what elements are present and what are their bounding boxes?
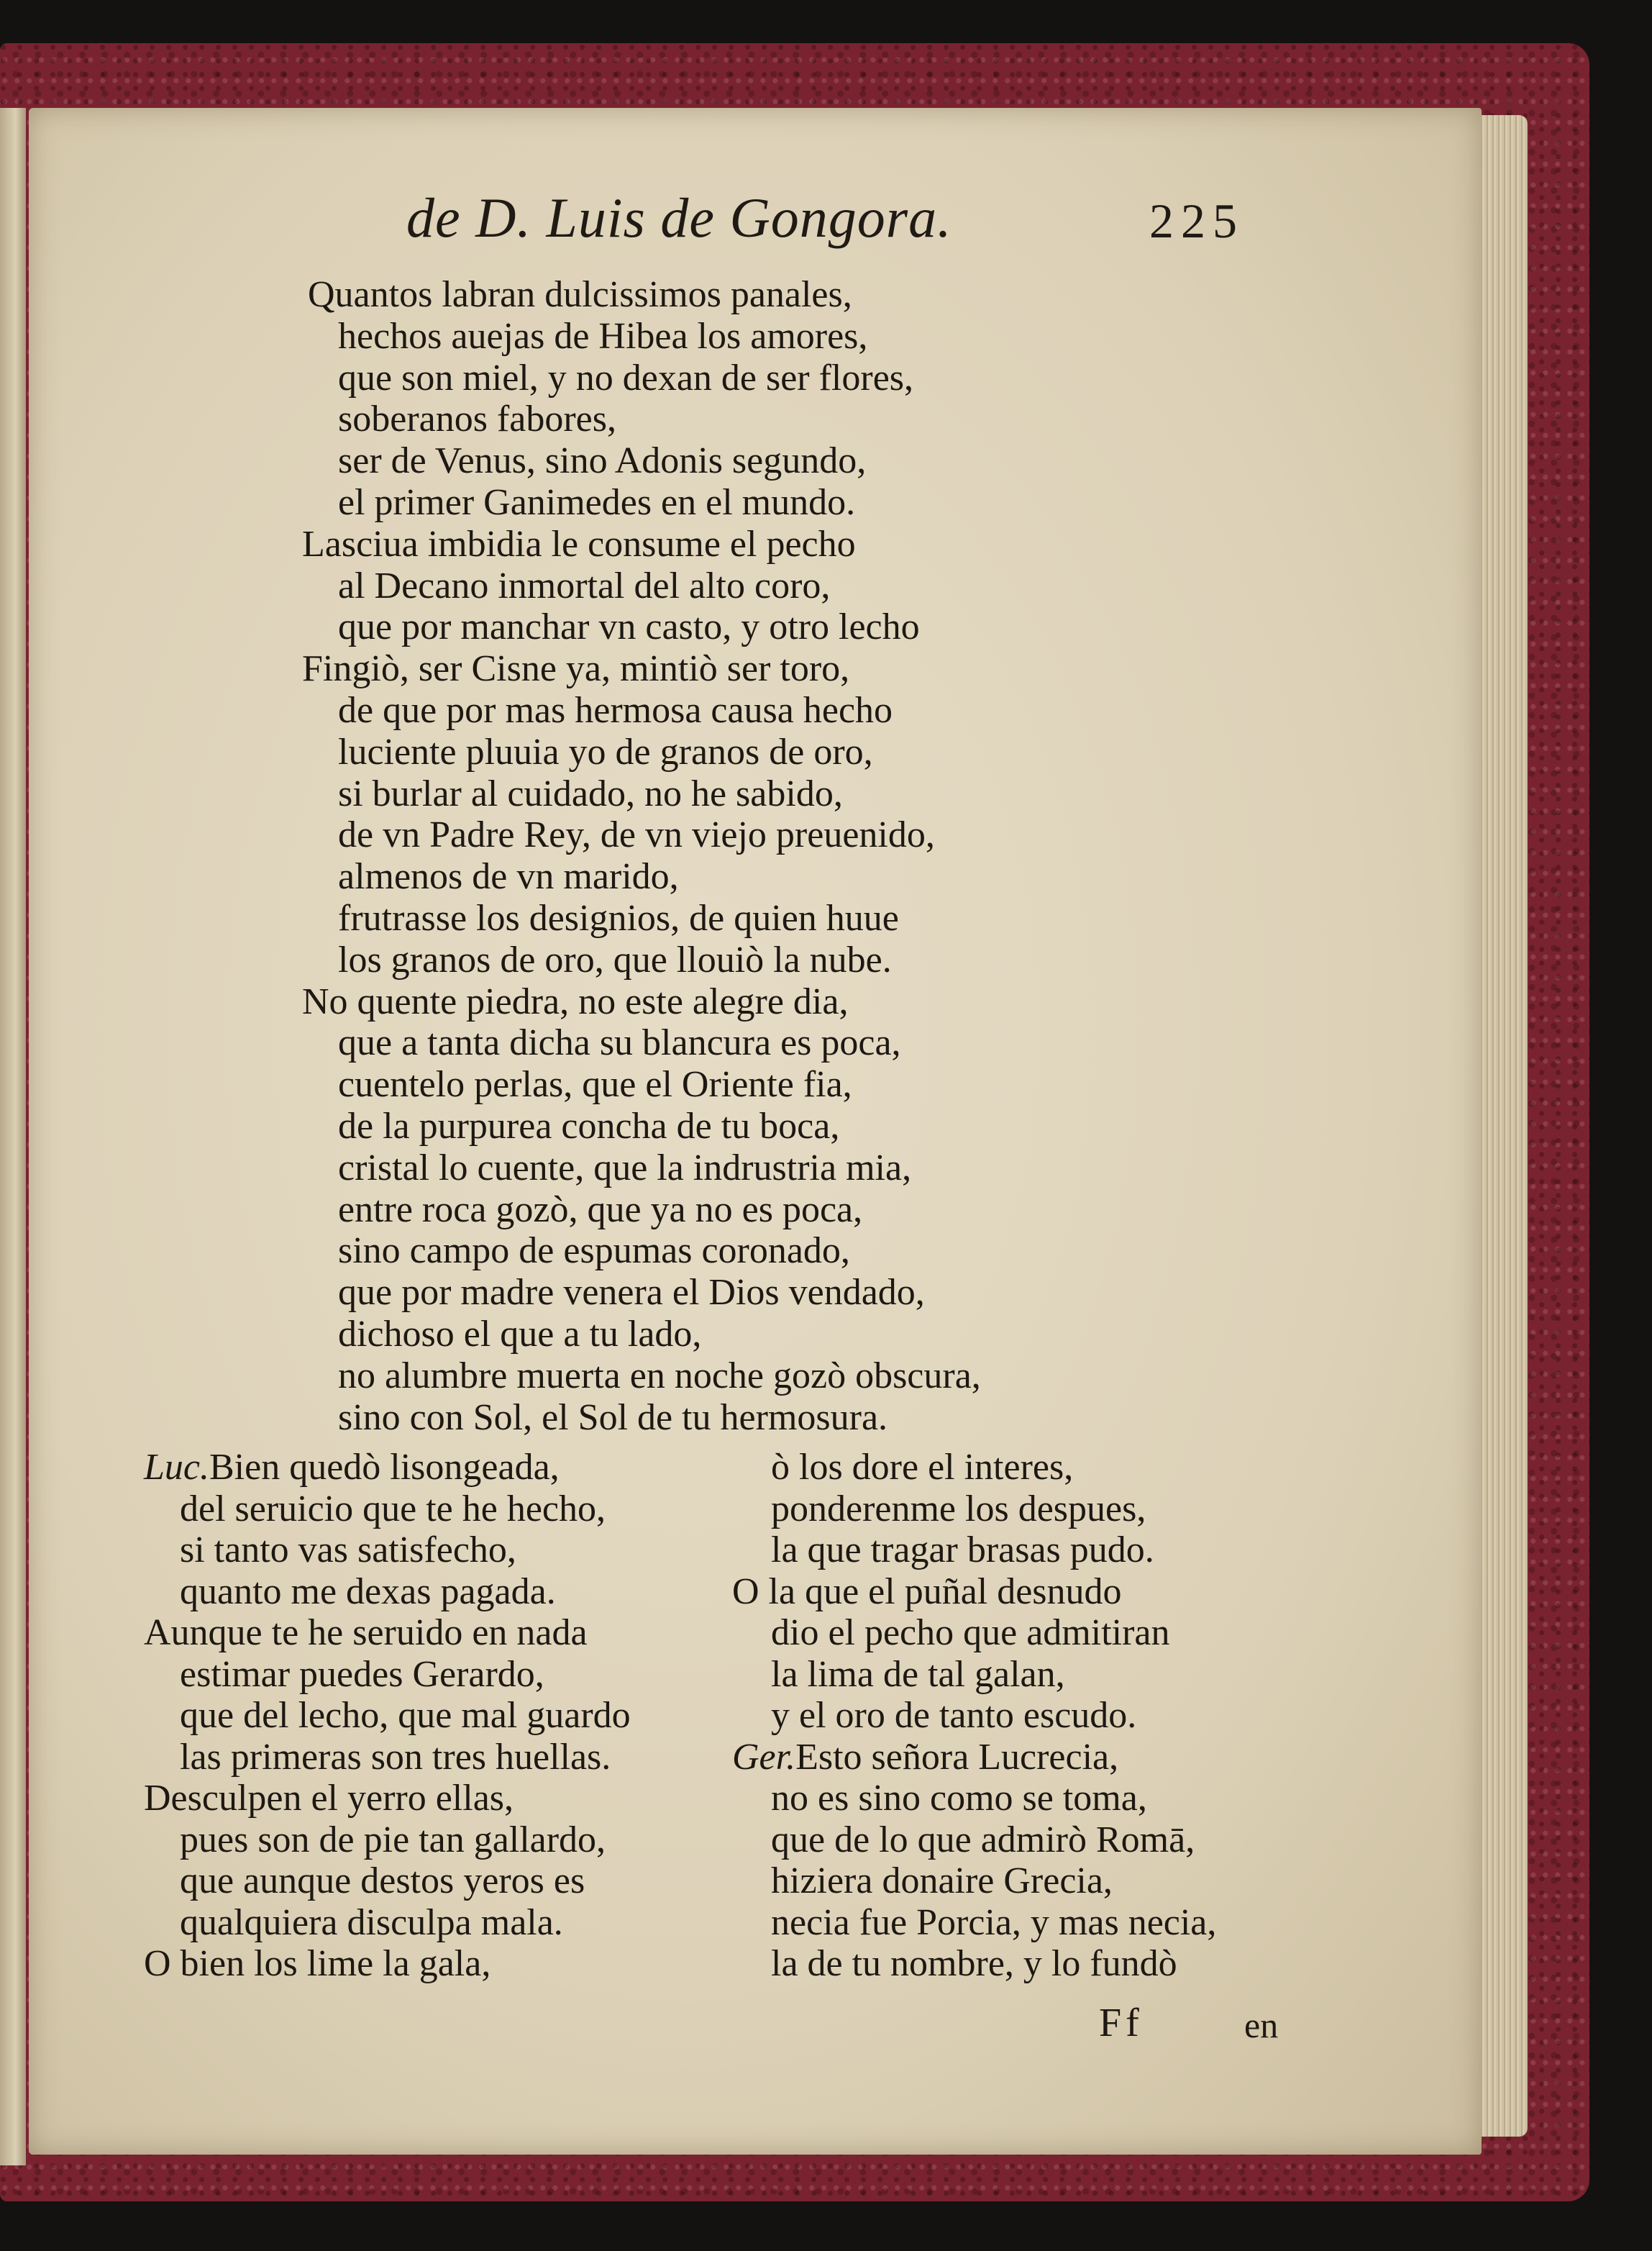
line-text: Aunque te he seruido en nada <box>144 1612 588 1653</box>
dialogue-line <box>180 1736 611 1779</box>
facing-page-edge <box>0 108 26 2165</box>
line-text: Desculpen el yerro ellas, <box>144 1778 514 1819</box>
dialogue-line <box>771 1488 1146 1531</box>
verse-line: de que por mas hermosa causa hecho <box>338 690 893 731</box>
line-text: pues son de pie tan gallardo, <box>180 1819 606 1860</box>
dialogue-line <box>144 1777 514 1820</box>
verse-line: cuentelo perlas, que el Oriente fia, <box>338 1064 852 1106</box>
verse-line: que por manchar vn casto, y otro lecho <box>338 606 920 648</box>
verse-line: que por madre venera el Dios vendado, <box>338 1272 925 1314</box>
verse-line: frutrasse los designios, de quien huue <box>338 898 899 939</box>
dialogue-line <box>771 1777 1147 1820</box>
verse-line: luciente pluuia yo de granos de oro, <box>338 731 873 773</box>
line-text: ò los dore el interes, <box>771 1447 1074 1488</box>
line-text: ponderenme los despues, <box>771 1488 1146 1529</box>
line-text: la de tu nombre, y lo fundò <box>771 1943 1177 1984</box>
line-text: necia fue Porcia, y mas necia, <box>771 1901 1217 1943</box>
line-text: que aunque destos yeros es <box>180 1860 585 1901</box>
line-text: hiziera donaire Grecia, <box>771 1860 1113 1901</box>
verse-line: cristal lo cuente, que la indrustria mia, <box>338 1147 912 1188</box>
dialogue-line <box>180 1819 606 1862</box>
dialogue-line <box>180 1901 563 1945</box>
line-text: que de lo que admirò Romā, <box>771 1819 1195 1860</box>
verse-line: Fingiò, ser Cisne ya, mintiò ser toro, <box>302 648 850 690</box>
dialogue-line <box>771 1694 1136 1737</box>
dialogue-line <box>180 1694 631 1737</box>
dialogue-line <box>180 1529 516 1572</box>
dialogue-line <box>144 1446 560 1489</box>
verse-line: los granos de oro, que llouiò la nube. <box>338 939 892 981</box>
verse-line: almenos de vn marido, <box>338 856 679 898</box>
line-text: del seruicio que te he hecho, <box>180 1488 606 1529</box>
verse-line: al Decano inmortal del alto coro, <box>338 565 831 606</box>
line-text: no es sino como se toma, <box>771 1778 1147 1819</box>
verse-line: hechos auejas de Hibea los amores, <box>338 315 868 357</box>
verse-line: el primer Ganimedes en el mundo. <box>338 482 856 523</box>
verse-line: sino con Sol, el Sol de tu hermosura. <box>338 1396 888 1438</box>
speaker-label: Ger. <box>732 1736 796 1778</box>
speaker-label: Luc. <box>144 1447 209 1488</box>
signature-mark: Ff <box>1099 2001 1144 2045</box>
catchword: en <box>1244 2005 1279 2045</box>
dialogue-line <box>180 1653 544 1696</box>
verse-line: Quantos labran dulcissimos panales, <box>308 274 852 315</box>
dialogue-line <box>771 1942 1177 1986</box>
verse-line: que a tanta dicha su blancura es poca, <box>338 1022 901 1064</box>
dialogue-line <box>771 1529 1154 1572</box>
dialogue-line <box>144 1942 490 1986</box>
dialogue-line <box>180 1860 585 1903</box>
line-text: la lima de tal galan, <box>771 1653 1065 1695</box>
verse-line: si burlar al cuidado, no he sabido, <box>338 773 843 814</box>
line-text: si tanto vas satisfecho, <box>180 1529 516 1570</box>
verse-line: de vn Padre Rey, de vn viejo preuenido, <box>338 814 935 856</box>
dialogue-line <box>180 1570 556 1614</box>
verse-line: Lasciua imbidia le consume el pecho <box>302 523 856 565</box>
line-text: las primeras son tres huellas. <box>180 1736 611 1778</box>
dialogue-line <box>771 1901 1216 1945</box>
dialogue-line <box>771 1860 1113 1903</box>
verse-line: soberanos fabores, <box>338 399 616 440</box>
verse-line: entre roca gozò, que ya no es poca, <box>338 1188 863 1230</box>
verse-line: de la purpurea concha de tu boca, <box>338 1106 840 1147</box>
line-text: dio el pecho que admitiran <box>771 1612 1170 1653</box>
dialogue-line <box>771 1446 1073 1489</box>
line-text: qualquiera disculpa mala. <box>180 1901 563 1943</box>
line-text: O bien los lime la gala, <box>144 1943 491 1984</box>
verse-line: dichoso el que a tu lado, <box>338 1314 702 1355</box>
dialogue-line <box>771 1611 1169 1655</box>
line-text: estimar puedes Gerardo, <box>180 1653 544 1695</box>
dialogue-line <box>180 1488 606 1531</box>
dialogue-line <box>771 1819 1195 1862</box>
verse-line: no alumbre muerta en noche gozò obscura, <box>338 1355 981 1396</box>
line-text: Bien quedò lisongeada, <box>209 1447 560 1488</box>
line-text: que del lecho, que mal guardo <box>180 1695 631 1736</box>
running-head: de D. Luis de Gongora. <box>406 186 952 249</box>
line-text: Esto señora Lucrecia, <box>795 1736 1119 1778</box>
dialogue-line <box>144 1611 588 1655</box>
line-text: O la que el puñal desnudo <box>732 1570 1122 1612</box>
verse-line: sino campo de espumas coronado, <box>338 1230 850 1272</box>
line-text: quanto me dexas pagada. <box>180 1570 556 1612</box>
verse-line: ser de Venus, sino Adonis segundo, <box>338 440 867 482</box>
line-text: la que tragar brasas pudo. <box>771 1529 1154 1570</box>
verse-line: No quente piedra, no este alegre dia, <box>302 981 849 1022</box>
dialogue-line <box>771 1653 1065 1696</box>
page-number: 225 <box>1149 194 1244 248</box>
dialogue-line <box>732 1570 1122 1614</box>
verse-line: que son miel, y no dexan de ser flores, <box>338 357 914 399</box>
dialogue-line <box>732 1736 1118 1779</box>
line-text: y el oro de tanto escudo. <box>771 1695 1137 1736</box>
